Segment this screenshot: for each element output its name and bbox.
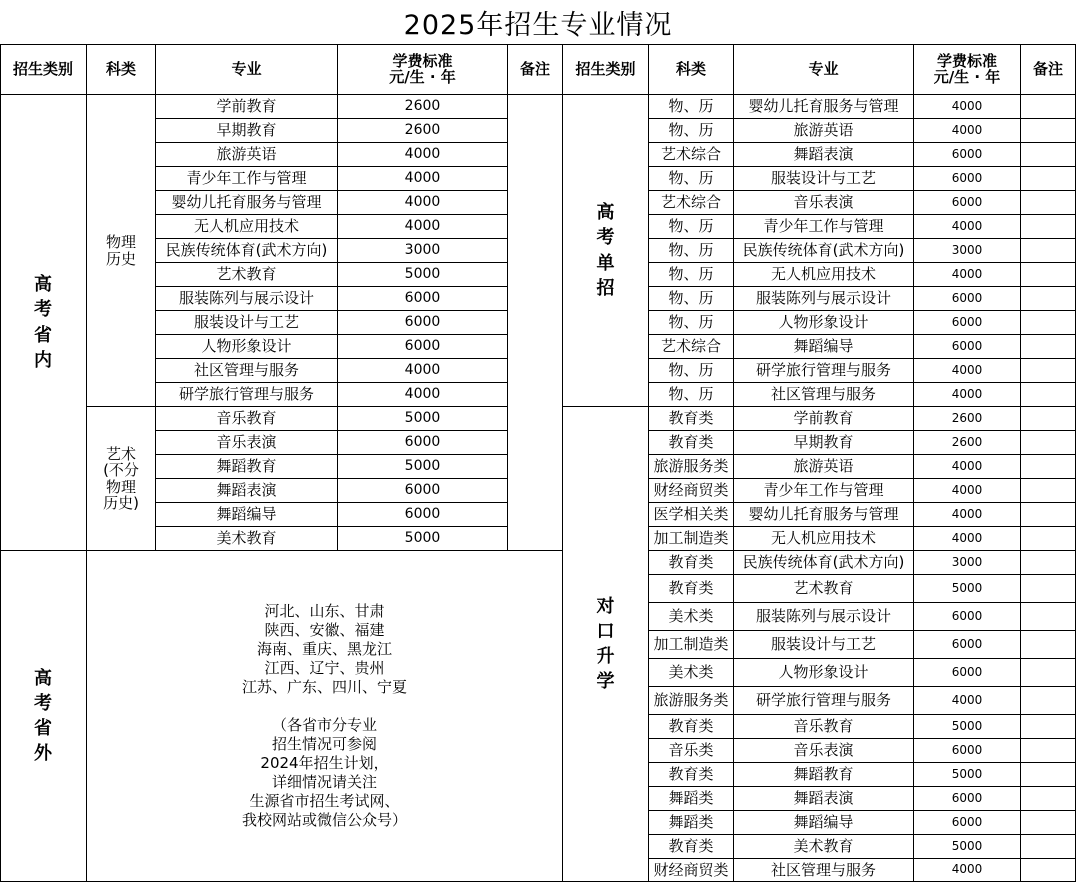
outside-province-note-line: 河北、山东、甘肃 [264,602,385,620]
right-major-cell: 艺术教育 [734,575,914,603]
right-remark-cell [1021,503,1076,527]
right-remark-cell [1021,263,1076,287]
right-subject-cell: 物、历 [649,311,734,335]
outside-province-note-line: 江苏、广东、四川、宁夏 [241,678,407,696]
right-subject-cell: 教育类 [649,575,734,603]
outside-province-note-line: （各省市分专业 [271,716,377,734]
right-remark-cell [1021,311,1076,335]
right-fee-cell: 4000 [914,215,1021,239]
category-in-province-line: 内 [34,349,52,371]
right-subject-cell: 艺术综合 [649,143,734,167]
left-fee-cell: 4000 [338,215,508,239]
subject-physics-history [87,95,156,407]
left-major-cell: 舞蹈表演 [156,479,338,503]
right-major-cell: 早期教育 [734,431,914,455]
right-major-cell: 美术教育 [734,835,914,859]
right-subject-cell: 物、历 [649,167,734,191]
right-remark-cell [1021,215,1076,239]
right-fee-cell: 4000 [914,859,1021,882]
right-major-cell: 社区管理与服务 [734,383,914,407]
left-major-cell: 舞蹈编导 [156,503,338,527]
left-major-cell: 服装设计与工艺 [156,311,338,335]
right-major-cell: 青少年工作与管理 [734,479,914,503]
left-fee-cell: 6000 [338,311,508,335]
left-major-cell: 婴幼儿托育服务与管理 [156,191,338,215]
right-major-cell: 音乐表演 [734,191,914,215]
left-fee-cell: 5000 [338,407,508,431]
left-major-cell: 学前教育 [156,95,338,119]
left-fee-cell: 5000 [338,527,508,551]
left-header-category: 招生类别 [0,44,87,95]
right-major-cell: 舞蹈编导 [734,335,914,359]
right-subject-cell: 教育类 [649,835,734,859]
left-major-cell: 民族传统体育(武术方向) [156,239,338,263]
category-in-province-line: 省 [34,324,52,346]
right-fee-cell: 3000 [914,239,1021,263]
right-remark-cell [1021,551,1076,575]
right-remark-cell [1021,603,1076,631]
right-remark-cell [1021,687,1076,715]
right-fee-cell: 6000 [914,659,1021,687]
right-subject-cell: 加工制造类 [649,631,734,659]
right-subject-cell: 艺术综合 [649,191,734,215]
right-fee-cell: 4000 [914,95,1021,119]
left-fee-cell: 6000 [338,503,508,527]
right-major-cell: 服装设计与工艺 [734,631,914,659]
right-remark-cell [1021,191,1076,215]
left-fee-cell: 6000 [338,479,508,503]
right-remark-cell [1021,835,1076,859]
outside-province-note-line: 招生情况可参阅 [271,735,377,753]
right-remark-cell [1021,715,1076,739]
right-subject-cell: 医学相关类 [649,503,734,527]
category-out-province [0,551,87,882]
left-fee-cell: 6000 [338,287,508,311]
right-remark-cell [1021,431,1076,455]
right-header-fee-line: 元/生 · 年 [933,68,1001,86]
category-single-exam-line: 招 [596,277,615,299]
right-fee-cell: 5000 [914,835,1021,859]
left-major-cell: 研学旅行管理与服务 [156,383,338,407]
right-major-cell: 舞蹈表演 [734,787,914,811]
right-subject-cell: 加工制造类 [649,527,734,551]
right-remark-cell [1021,787,1076,811]
right-remark-cell [1021,575,1076,603]
right-subject-cell: 物、历 [649,95,734,119]
category-vocational-upgrade-line: 对 [596,595,615,617]
left-header-fee-line: 学费标准 [392,51,453,70]
right-remark-cell [1021,407,1076,431]
right-major-cell: 学前教育 [734,407,914,431]
category-single-exam-line: 高 [596,202,615,224]
left-major-cell: 早期教育 [156,119,338,143]
right-subject-cell: 教育类 [649,551,734,575]
right-major-cell: 舞蹈编导 [734,811,914,835]
right-major-cell: 无人机应用技术 [734,527,914,551]
right-remark-cell [1021,631,1076,659]
left-header-fee-line: 元/生 · 年 [389,68,456,86]
right-subject-cell: 美术类 [649,659,734,687]
right-fee-cell: 4000 [914,119,1021,143]
left-fee-cell: 6000 [338,335,508,359]
right-remark-cell [1021,287,1076,311]
left-fee-cell: 5000 [338,455,508,479]
left-major-cell: 无人机应用技术 [156,215,338,239]
right-major-cell: 研学旅行管理与服务 [734,359,914,383]
right-header-remark: 备注 [1021,44,1076,95]
left-major-cell: 服装陈列与展示设计 [156,287,338,311]
right-subject-cell: 物、历 [649,263,734,287]
right-fee-cell: 6000 [914,787,1021,811]
category-single-exam [563,95,649,407]
left-fee-cell: 2600 [338,119,508,143]
left-major-cell: 音乐表演 [156,431,338,455]
category-vocational-upgrade-line: 升 [596,646,615,667]
right-subject-cell: 教育类 [649,763,734,787]
right-fee-cell: 5000 [914,715,1021,739]
right-fee-cell: 2600 [914,431,1021,455]
right-fee-cell: 5000 [914,763,1021,787]
category-in-province [0,95,87,551]
right-fee-cell: 5000 [914,575,1021,603]
right-fee-cell: 6000 [914,287,1021,311]
right-remark-cell [1021,239,1076,263]
right-subject-cell: 舞蹈类 [649,787,734,811]
outside-province-note-line: 陕西、安徽、福建 [264,621,385,639]
right-subject-cell: 物、历 [649,383,734,407]
subject-physics-history-line: 物理 [105,233,136,251]
right-remark-cell [1021,859,1076,882]
right-major-cell: 无人机应用技术 [734,263,914,287]
right-fee-cell: 6000 [914,167,1021,191]
category-out-province-line: 外 [34,743,52,765]
right-remark-cell [1021,335,1076,359]
right-major-cell: 舞蹈表演 [734,143,914,167]
right-fee-cell: 6000 [914,603,1021,631]
right-remark-cell [1021,659,1076,687]
right-remark-cell [1021,479,1076,503]
left-fee-cell: 4000 [338,359,508,383]
category-out-province-line: 省 [34,718,52,739]
subject-art-line: 艺术 [105,444,136,463]
right-fee-cell: 6000 [914,143,1021,167]
left-fee-cell: 4000 [338,383,508,407]
right-subject-cell: 美术类 [649,603,734,631]
left-fee-cell: 5000 [338,263,508,287]
right-subject-cell: 教育类 [649,715,734,739]
left-major-cell: 舞蹈教育 [156,455,338,479]
right-fee-cell: 4000 [914,455,1021,479]
left-fee-cell: 4000 [338,167,508,191]
right-subject-cell: 财经商贸类 [649,479,734,503]
right-fee-cell: 6000 [914,739,1021,763]
left-remark-cell [508,95,563,551]
outside-province-note-line: 详细情况请关注 [271,773,377,791]
right-major-cell: 旅游英语 [734,119,914,143]
left-fee-cell: 6000 [338,431,508,455]
right-subject-cell: 旅游服务类 [649,455,734,479]
right-remark-cell [1021,95,1076,119]
right-remark-cell [1021,811,1076,835]
subject-art [87,407,156,551]
left-major-cell: 人物形象设计 [156,335,338,359]
right-fee-cell: 3000 [914,551,1021,575]
right-remark-cell [1021,383,1076,407]
right-fee-cell: 4000 [914,479,1021,503]
right-subject-cell: 舞蹈类 [649,811,734,835]
right-remark-cell [1021,359,1076,383]
category-in-province-line: 考 [34,299,52,321]
right-fee-cell: 2600 [914,407,1021,431]
left-major-cell: 艺术教育 [156,263,338,287]
category-in-province-line: 高 [34,274,52,296]
category-vocational-upgrade-line: 口 [596,620,615,642]
right-fee-cell: 4000 [914,359,1021,383]
category-out-province-line: 高 [34,667,52,689]
right-remark-cell [1021,763,1076,787]
right-major-cell: 服装设计与工艺 [734,167,914,191]
right-remark-cell [1021,143,1076,167]
outside-province-note [87,551,563,882]
left-major-cell: 音乐教育 [156,407,338,431]
subject-art-line: 物理 [105,477,136,496]
left-fee-cell: 2600 [338,95,508,119]
right-subject-cell: 财经商贸类 [649,859,734,882]
right-major-cell: 人物形象设计 [734,311,914,335]
category-single-exam-line: 单 [596,252,615,274]
category-single-exam-line: 考 [596,227,615,249]
right-fee-cell: 4000 [914,503,1021,527]
right-header-major: 专业 [734,44,914,95]
left-major-cell: 青少年工作与管理 [156,167,338,191]
right-major-cell: 婴幼儿托育服务与管理 [734,503,914,527]
right-major-cell: 音乐教育 [734,715,914,739]
right-subject-cell: 音乐类 [649,739,734,763]
right-remark-cell [1021,167,1076,191]
right-header-category: 招生类别 [563,44,649,95]
outside-province-note-line: 我校网站或微信公众号） [241,811,407,829]
right-major-cell: 服装陈列与展示设计 [734,603,914,631]
category-vocational-upgrade-line: 学 [596,671,615,693]
left-fee-cell: 3000 [338,239,508,263]
right-major-cell: 民族传统体育(武术方向) [734,551,914,575]
right-major-cell: 旅游英语 [734,455,914,479]
right-subject-cell: 物、历 [649,119,734,143]
outside-province-note-line: 江西、辽宁、贵州 [264,659,385,677]
page-title: 2025年招生专业情况 [403,9,673,41]
right-fee-cell: 6000 [914,311,1021,335]
right-remark-cell [1021,527,1076,551]
right-header-subject: 科类 [649,44,734,95]
right-subject-cell: 教育类 [649,407,734,431]
right-major-cell: 服装陈列与展示设计 [734,287,914,311]
right-remark-cell [1021,119,1076,143]
right-fee-cell: 6000 [914,811,1021,835]
category-vocational-upgrade [563,407,649,882]
left-major-cell: 美术教育 [156,527,338,551]
left-header-fee [338,44,508,95]
right-major-cell: 研学旅行管理与服务 [734,687,914,715]
right-subject-cell: 物、历 [649,359,734,383]
right-major-cell: 婴幼儿托育服务与管理 [734,95,914,119]
right-subject-cell: 教育类 [649,431,734,455]
subject-art-line: 历史) [103,494,139,512]
right-fee-cell: 6000 [914,631,1021,659]
right-major-cell: 民族传统体育(武术方向) [734,239,914,263]
right-subject-cell: 物、历 [649,287,734,311]
right-fee-cell: 4000 [914,527,1021,551]
subject-physics-history-line: 历史 [105,249,136,268]
right-subject-cell: 物、历 [649,239,734,263]
outside-province-note-line: 海南、重庆、黑龙江 [256,640,392,658]
right-remark-cell [1021,455,1076,479]
subject-art-line: (不分 [103,461,139,479]
left-major-cell: 旅游英语 [156,143,338,167]
left-header-major: 专业 [156,44,338,95]
outside-province-note-line: 2024年招生计划， [260,754,389,772]
right-major-cell: 人物形象设计 [734,659,914,687]
outside-province-note-line: 生源省市招生考试网、 [249,792,400,810]
right-subject-cell: 旅游服务类 [649,687,734,715]
left-header-remark: 备注 [508,44,563,95]
right-subject-cell: 艺术综合 [649,335,734,359]
right-subject-cell: 物、历 [649,215,734,239]
right-fee-cell: 4000 [914,687,1021,715]
right-fee-cell: 4000 [914,383,1021,407]
right-major-cell: 舞蹈教育 [734,763,914,787]
right-header-fee [914,44,1021,95]
left-header-subject: 科类 [87,44,156,95]
right-fee-cell: 6000 [914,191,1021,215]
right-fee-cell: 4000 [914,263,1021,287]
right-major-cell: 音乐表演 [734,739,914,763]
right-major-cell: 社区管理与服务 [734,859,914,882]
left-major-cell: 社区管理与服务 [156,359,338,383]
left-fee-cell: 4000 [338,143,508,167]
right-major-cell: 青少年工作与管理 [734,215,914,239]
right-header-fee-line: 学费标准 [936,51,997,70]
right-fee-cell: 6000 [914,335,1021,359]
left-fee-cell: 4000 [338,191,508,215]
right-remark-cell [1021,739,1076,763]
category-out-province-line: 考 [34,692,52,714]
